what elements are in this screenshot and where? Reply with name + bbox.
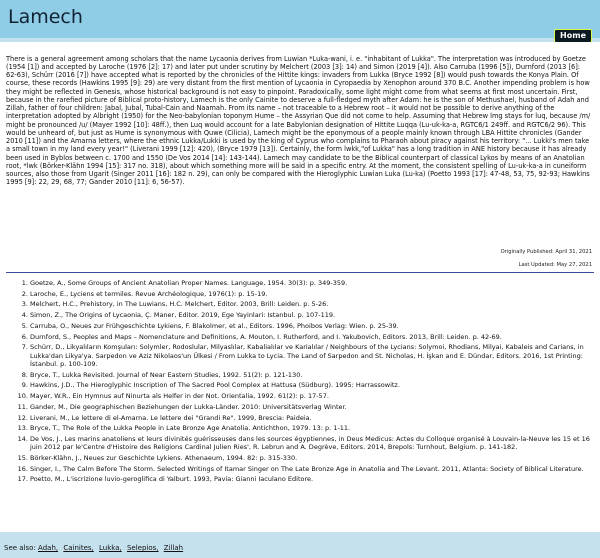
header — [0, 0, 600, 38]
page-title: Lamech — [8, 6, 83, 28]
updated-date: Last Updated: May 27, 2021 — [518, 262, 592, 268]
reference-item: 9. Hawkins, J.D., The Hieroglyphic Inscription of The Sacred Pool Complex at Hattusa (Südburg). 1995: Harrassowitz. — [30, 381, 600, 389]
reference-item: 1. Goetze, A., Some Groups of Ancient Anatolian Proper Names. Language, 1954. 30(3): p. 349-359. — [30, 279, 600, 287]
reference-item: 7. Schürr, D., Likyalıların Komşuları: Solymler, Rodoslular, Milyaslılar, Kabalialılar ve Karialılar / Neighbours of the Lycians: Solymoi, Rhodians, Milyai, Kabaleis and Carians, in Lukka'dan Likya'ya. Sarpedon ve Aziz Nikolaos'un Ülkesi / From Lukka to Lycia. The Land of Sarpedon and St. Nicholas, H. İşkan and E. Dündar, Editors. 2016, 1st Printing: İstanbul. p. 100-109. — [30, 343, 600, 368]
reference-item: 10. Mayer, W.R., Ein Hymnus auf Ninurta als Helfer in der Not. Orientalia, 1992. 61(2): p. 17-57. — [30, 392, 600, 400]
reference-item: 5. Carruba, O., Neues zur Frühgeschichte Lykiens, F. Blakolmer, et al., Editors. 1996, Phoibos Verlag: Wien. p. 25-39. — [30, 322, 600, 330]
divider — [6, 272, 594, 273]
footer — [0, 540, 600, 558]
reference-item: 12. Liverani, M., Le lettere di el-Amarna. Le lettere dei "Grandi Re". 1999, Brescia: Paideia. — [30, 414, 600, 422]
see-also-link-selepios[interactable]: Selepios, — [126, 544, 159, 552]
reference-item: 4. Simon, Z., The Origins of Lycaonia, Ç. Maner, Editor. 2019, Ege Yayinlari: Istanbul. p. 107-119. — [30, 311, 600, 319]
reference-item: 14. De Vos, J., Les marins anatoliens et leurs divinités guérisseuses dans les sources égyptiennes, in Deus Medicus: Actes du Colloque organisé à Louvain-la-Neuve les 15 et 16 juin 2012 par le'Centre d'Histoire des Religions Cardinal Julien Ries', R. Lebrun and A. Degrève, Editors. 2014, Brepols: Turnhout, Belgium. p. 141-182. — [30, 435, 600, 452]
reference-item: 11. Gander, M., Die geographischen Beziehungen der Lukka-Länder. 2010: Universitätsverlag Winter. — [30, 403, 600, 411]
see-also-link-zillah[interactable]: Zillah — [163, 544, 184, 552]
reference-item: 3. Melchert, H.C., Prehistory, in The Luwians, H.C. Melchert, Editor. 2003, Brill: Leiden. p. 5-26. — [30, 300, 600, 308]
see-also-link-cainites[interactable]: Cainites, — [63, 544, 94, 552]
reference-item: 6. Durnford, S., Peoples and Maps – Nomenclature and Definitions, A. Mouton, I. Rutherford, and I. Yakubovich, Editors. 2013, Brill: Leiden. p. 42-69. — [30, 333, 600, 341]
see-also-link-lukka[interactable]: Lukka, — [99, 544, 122, 552]
reference-item: 2. Laroche, E., Lyciens et termiles. Revue Archéologique, 1976(1): p. 15-19. — [30, 290, 600, 298]
reference-item: 16. Singer, I., The Calm Before The Storm. Selected Writings of Itamar Singer on The Late Bronze Age in Anatolia and The Levant. 2011, Atlanta: Society of Biblical Literature. — [30, 465, 600, 473]
see-also-link-adah[interactable]: Adah, — [38, 544, 59, 552]
home-button[interactable]: Home — [554, 29, 592, 43]
see-also — [4, 544, 186, 552]
reference-list — [18, 279, 600, 486]
reference-item: 17. Poetto, M., L'iscrizione luvio-geroglifica di Yalburt. 1993, Pavia: Gianni Iaculano Editore. — [30, 475, 600, 483]
article-body: There is a general agreement among scholars that the name Lycaonia derives from Luwian *Luka-wani, i. e. "inhabitant of Lukka". The interpretation was introduced by Goetze (1954 [1]) and accepted by Laroche (1976 [2]: 17) and later put under scrutiny by Melchert (2003 [3]: 14) and Simon (2019 [4]). Also Carruba (1996 [5]), Durnford (2013 [6]: 62-63), Schürr (2016 [7]) have accepted what is reported by the chronicles of the Hittite kings: invaders from Lukka (Bryce 1992 [8]) would push towards the Konya Plain. Of course, these records (Hawkins 1995 [9]: 29) are very distant from the first mention of Lycaonia in Cyropaedia by Xenophon around 370 B.C. Another impending problem is how they might be reflected in Genesis, whose historical background is not easy to pinpoint. Paradoxically, some light might come from what seems at first most uncertain. First, because in the rarefied picture of Biblical proto-history, Lamech is the only Cainite to deserve a full-fledged myth after Adam: he is the son of Methushael, husband of Adah and Zillah, father of four children: Jabal, Jubal, Tubal-Cain and Naamah. From its name – not traceable to a Hebrew root – it would not be possible to derive anything of the interpretation adopted by Albright (1950) for the Neo-babylonian toponym Hume – the Assyrian Que did not come to help. Assuming that Hebrew lmg stays for luq, because /m/ might be pronounced /u/ (Mayer 1992 [10]: 48ff.), then Luq would account for a late Babylonian designation of Hittite Luqqa (Lu-uk-ka-a, RGTC6/1 249ff. and RGTC6/2 96). This would be unheard of, but just as Hume is synonymous with Quwe (Cilicia), Lamech might be the eponymous of a people mainly known through LBA Hittite chronicles (Gander 2010 [11]) and the Amarna letters, where the ethnic Lukka/Lukki is used by the king of Cyprus who complains to Pharaoh about piracy against his territory: "... Lukki's men take a small town in my land every year!" (Liverani 1999 [12]: 420), (Bryce 1979 [13]). Certainly, the form lwkk,"of Lukka" has a long tradition in ANE history because it has already been used in Byblos between c. 1700 and 1550 (De Vos 2014 [14]: 143-144). Lamech may candidate to be the Biblical counterpart of classical Lykos by means of an Anatolian root, *lwk (Börker-Klähn 1994 [15]: 317 no. 318), about which something more will be said in a specific entry. At the moment, the consistent spelling of Lu-uk-ka-a in cuneiform sources, also those from Ugarit (Singer 2011 [16]: 182 n. 29), can only be compared with the Hieroglyphic Luwian Luka (Lu-ka) (Poetto 1993 [17]: 47-48, 53, 75, 92-93; Hawkins 1995 [9]: 22, 29, 68, 77; Gander 2010 [11]: 6, 56-57). — [6, 54, 591, 187]
reference-item: 8. Bryce, T., Lukka Revisited. Journal of Near Eastern Studies, 1992. 51(2): p. 121-130. — [30, 371, 600, 379]
published-date: Originally Published: April 31, 2021 — [500, 249, 592, 255]
reference-item: 13. Bryce, T., The Role of the Lukka People in Late Bronze Age Anatolia. Antichthon, 1979. 13: p. 1-11. — [30, 424, 600, 432]
see-also-label: See also: — [4, 544, 36, 552]
reference-item: 15. Börker-Klähn, J., Neues zur Geschichte Lykiens. Athenaeum, 1994. 82: p. 315-330. — [30, 454, 600, 462]
article-content — [0, 42, 600, 532]
